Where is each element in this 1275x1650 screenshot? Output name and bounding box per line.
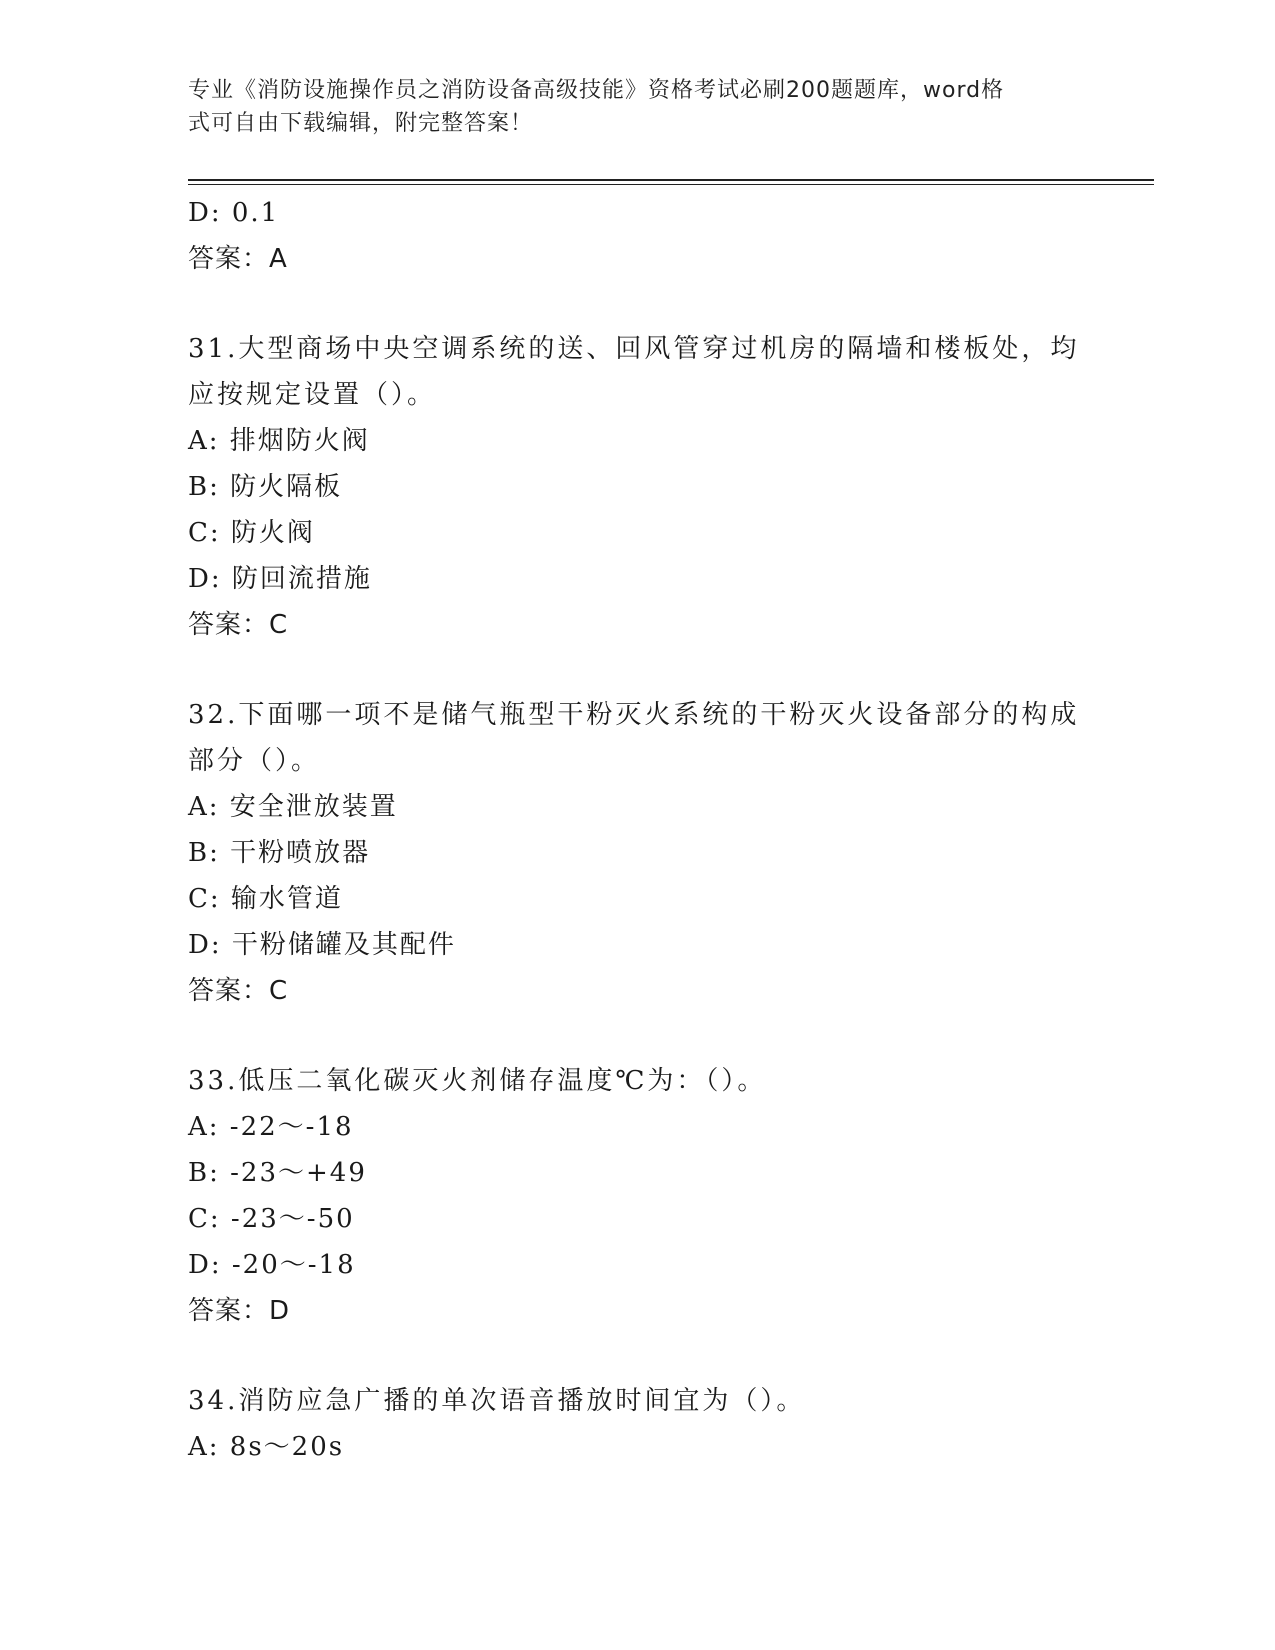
document-header: [188, 74, 1068, 140]
answer: 答案：C: [188, 610, 289, 640]
question-text-line-1: 34.消防应急广播的单次语音播放时间宜为（）。: [188, 1386, 806, 1416]
header-divider-thin: [188, 184, 1154, 185]
header-divider-thick: [188, 179, 1154, 181]
question-list: [188, 190, 1088, 1470]
question-text-line-2: 部分（）。: [188, 746, 321, 776]
spacer: [188, 1334, 1088, 1378]
question-text-line-1: 31.大型商场中央空调系统的送、回风管穿过机房的隔墙和楼板处，均: [188, 334, 1080, 364]
header-line-2: 式可自由下载编辑，附完整答案！: [188, 111, 534, 136]
option-b: B: -23～+49: [188, 1158, 367, 1188]
question-34: [188, 1378, 1088, 1470]
option-b: B: 防火隔板: [188, 472, 343, 502]
question-30-tail: [188, 190, 1088, 282]
spacer: [188, 1014, 1088, 1058]
option-d: D: 干粉储罐及其配件: [188, 930, 456, 960]
option-b: B: 干粉喷放器: [188, 838, 371, 868]
option-d: D: -20～-18: [188, 1250, 356, 1280]
spacer: [188, 648, 1088, 692]
question-31: [188, 326, 1088, 648]
option-d: D: 防回流措施: [188, 564, 372, 594]
answer: 答案：A: [188, 244, 288, 274]
option-c: C: 输水管道: [188, 884, 343, 914]
option-a: A: 8s～20s: [188, 1432, 345, 1462]
option-d: D: 0.1: [188, 198, 280, 228]
option-c: C: -23～-50: [188, 1204, 355, 1234]
question-text-line-1: 32.下面哪一项不是储气瓶型干粉灭火系统的干粉灭火设备部分的构成: [188, 700, 1080, 730]
question-text-line-1: 33.低压二氧化碳灭火剂储存温度℃为：（）。: [188, 1066, 767, 1096]
question-33: [188, 1058, 1088, 1334]
header-line-1: 专业《消防设施操作员之消防设备高级技能》资格考试必刷200题题库，word格: [188, 78, 1005, 103]
option-a: A: -22～-18: [188, 1112, 354, 1142]
answer: 答案：D: [188, 1296, 291, 1326]
option-a: A: 排烟防火阀: [188, 426, 370, 456]
question-32: [188, 692, 1088, 1014]
option-a: A: 安全泄放装置: [188, 792, 398, 822]
question-text-line-2: 应按规定设置（）。: [188, 380, 437, 410]
option-c: C: 防火阀: [188, 518, 315, 548]
spacer: [188, 282, 1088, 326]
answer: 答案：C: [188, 976, 289, 1006]
